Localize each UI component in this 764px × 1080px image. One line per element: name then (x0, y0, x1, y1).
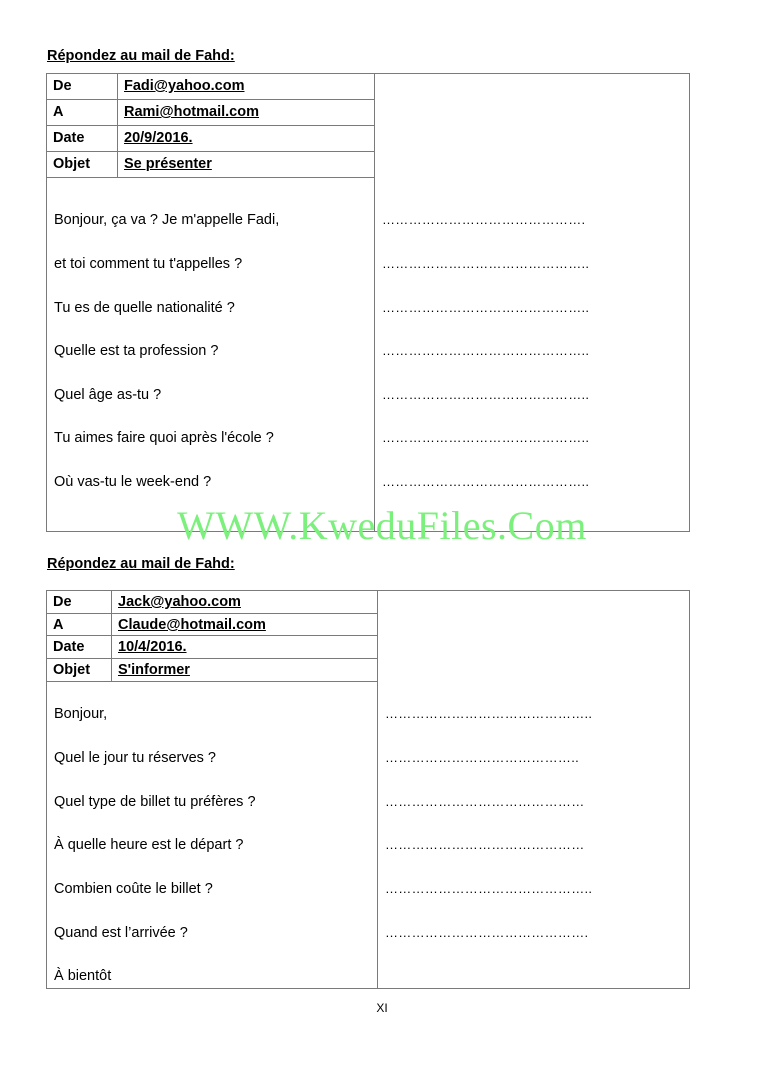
exercise-2-table (46, 590, 690, 989)
exercise-2-email-header (47, 591, 377, 682)
watermark: WWW.KweduFiles.Com (177, 503, 587, 548)
answer-line-5[interactable]: ……………………………………….. (385, 881, 593, 896)
header-row-de (47, 74, 374, 100)
exercise-1-email-column (47, 74, 375, 531)
exercise-2-email-column (47, 591, 378, 988)
exercise-1-table (46, 73, 690, 532)
de-label: De (53, 594, 72, 610)
answer-line-5[interactable]: ……………………………………….. (382, 387, 590, 402)
date-value: 20/9/2016. (124, 130, 193, 146)
answer-line-1[interactable]: ……………………………………….. (385, 706, 593, 721)
question-5: Quand est l’arrivée ? (54, 925, 188, 941)
answer-line-1[interactable]: ………………………………………. (382, 212, 586, 227)
answer-line-2[interactable]: …………………………………….. (385, 750, 580, 765)
greeting: Bonjour, (54, 706, 108, 722)
question-1: Bonjour, ça va ? Je m'appelle Fadi, (54, 212, 280, 228)
answer-line-6[interactable]: ……………………………………….. (382, 430, 590, 445)
question-5: Quel âge as-tu ? (54, 387, 162, 403)
question-6: Tu aimes faire quoi après l'école ? (54, 430, 274, 446)
header-row-a (47, 614, 377, 636)
header-row-objet (47, 659, 377, 682)
question-1: Quel le jour tu réserves ? (54, 750, 216, 766)
date-value: 10/4/2016. (118, 639, 187, 655)
date-label: Date (53, 130, 85, 146)
header-row-objet (47, 152, 374, 178)
answer-line-6[interactable]: ………………………………………. (385, 925, 589, 940)
header-row-date (47, 636, 377, 659)
date-label: Date (53, 639, 85, 655)
question-2: et toi comment tu t'appelles ? (54, 256, 243, 272)
de-value: Jack@yahoo.com (118, 594, 241, 610)
de-value: Fadi@yahoo.com (124, 78, 245, 94)
question-3: Tu es de quelle nationalité ? (54, 300, 235, 316)
answer-line-2[interactable]: ……………………………………….. (382, 256, 590, 271)
answer-line-4[interactable]: ……………………………………….. (382, 343, 590, 358)
question-7: Où vas-tu le week-end ? (54, 474, 212, 490)
question-4: Quelle est ta profession ? (54, 343, 219, 359)
header-row-a (47, 100, 374, 126)
question-2: Quel type de billet tu préfères ? (54, 794, 256, 810)
header-row-de (47, 591, 377, 614)
question-4: Combien coûte le billet ? (54, 881, 213, 897)
answer-line-7[interactable]: ……………………………………….. (382, 474, 590, 489)
closing: À bientôt (54, 968, 112, 984)
objet-label: Objet (53, 662, 91, 678)
objet-value: S'informer (118, 662, 190, 678)
page-number: XI (376, 1001, 388, 1015)
header-row-date (47, 126, 374, 152)
a-value: Rami@hotmail.com (124, 104, 259, 120)
a-label: A (53, 104, 64, 120)
answer-line-3[interactable]: ……………………………………… (385, 794, 585, 809)
exercise-1-heading: Répondez au mail de Fahd: (47, 48, 235, 64)
de-label: De (53, 78, 72, 94)
objet-label: Objet (53, 156, 91, 172)
question-3: À quelle heure est le départ ? (54, 837, 244, 853)
a-label: A (53, 617, 64, 633)
objet-value: Se présenter (124, 156, 212, 172)
exercise-1-email-header (47, 74, 374, 178)
a-value: Claude@hotmail.com (118, 617, 266, 633)
answer-line-4[interactable]: ……………………………………… (385, 837, 585, 852)
answer-line-3[interactable]: ……………………………………….. (382, 300, 590, 315)
exercise-2-heading: Répondez au mail de Fahd: (47, 556, 235, 572)
